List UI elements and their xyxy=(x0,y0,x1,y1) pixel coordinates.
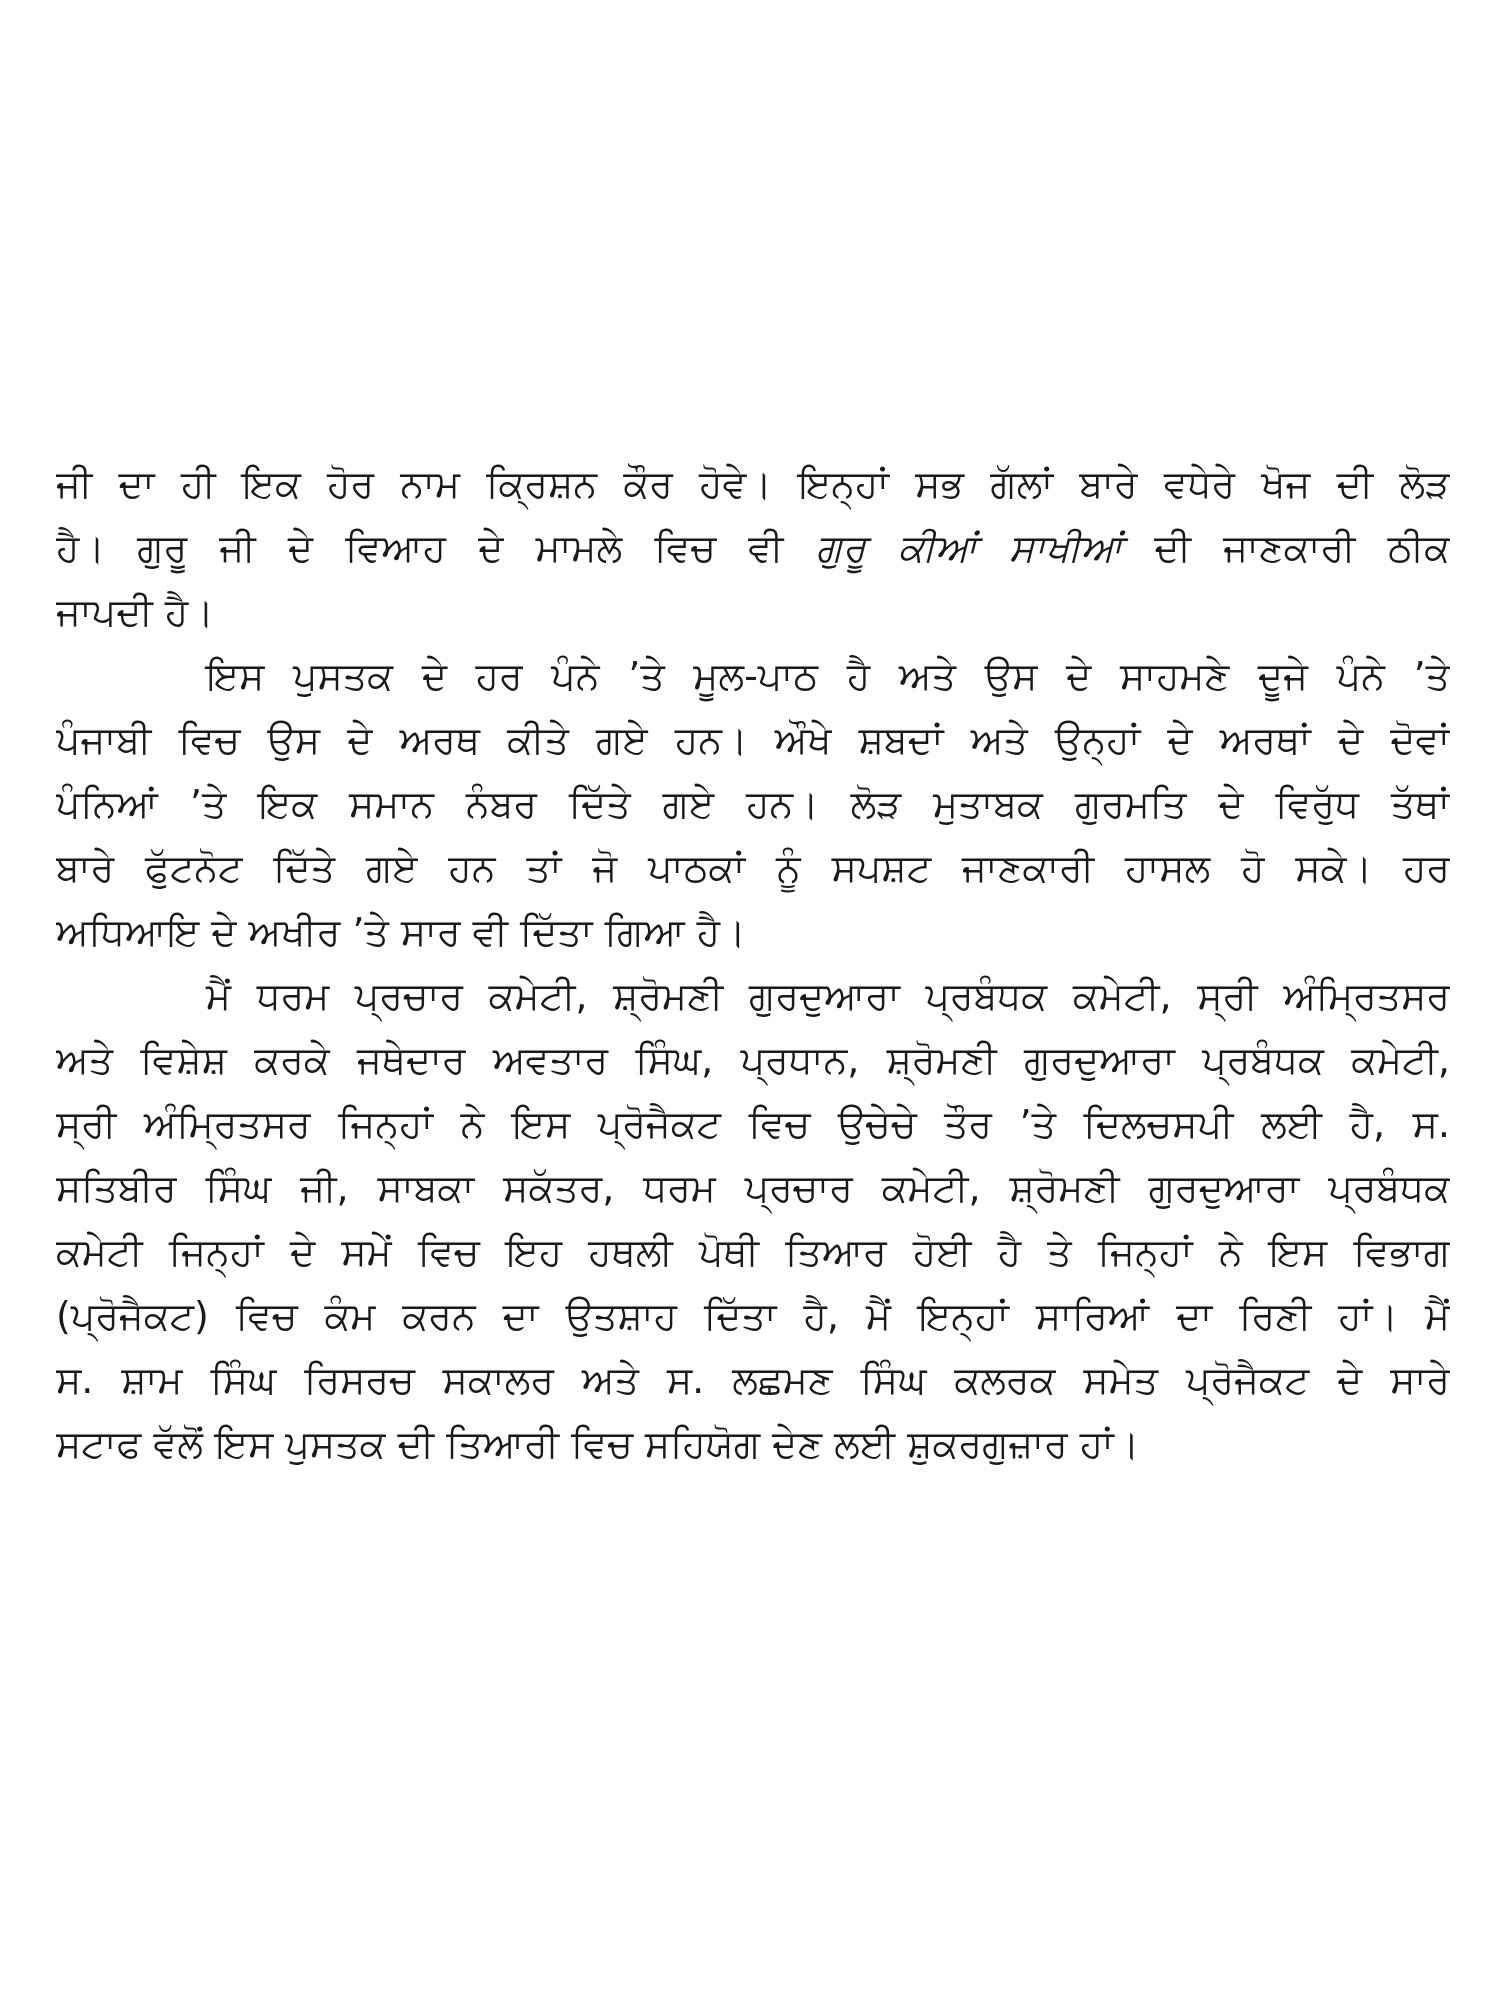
text-segment: ਹੈ। ਗੁਰੂ ਜੀ ਦੇ ਵਿਆਹ ਦੇ ਮਾਮਲੇ ਵਿਚ ਵੀ xyxy=(56,526,816,570)
text-line: ਅਤੇ ਵਿਸ਼ੇਸ਼ ਕਰਕੇ ਜਥੇਦਾਰ ਅਵਤਾਰ ਸਿੰਘ, ਪ੍ਰਧਾਨ, ਸ਼੍ਰੋਮਣੀ ਗੁਰਦੁਆਰਾ ਪ੍ਰਬੰਧਕ ਕਮੇਟੀ, xyxy=(56,1038,1450,1082)
text-line: ਬਾਰੇ ਫੁੱਟਨੋਟ ਦਿੱਤੇ ਗਏ ਹਨ ਤਾਂ ਜੋ ਪਾਠਕਾਂ ਨੂੰ ਸਪਸ਼ਟ ਜਾਣਕਾਰੀ ਹਾਸਲ ਹੋ ਸਕੇ। ਹਰ xyxy=(56,846,1450,890)
text-line: ਸਟਾਫ ਵੱਲੋਂ ਇਸ ਪੁਸਤਕ ਦੀ ਤਿਆਰੀ ਵਿਚ ਸਹਿਯੋਗ ਦੇਣ ਲਈ ਸ਼ੁਕਰਗੁਜ਼ਾਰ ਹਾਂ। xyxy=(56,1422,1140,1466)
text-line: ਜੀ ਦਾ ਹੀ ਇਕ ਹੋਰ ਨਾਮ ਕ੍ਰਿਸ਼ਨ ਕੌਰ ਹੋਵੇ। ਇਨ੍ਹਾਂ ਸਭ ਗੱਲਾਂ ਬਾਰੇ ਵਧੇਰੇ ਖੋਜ ਦੀ ਲੋੜ xyxy=(56,462,1450,506)
text-line: ਸ੍ਰੀ ਅੰਮ੍ਰਿਤਸਰ ਜਿਨ੍ਹਾਂ ਨੇ ਇਸ ਪ੍ਰੋਜੈਕਟ ਵਿਚ ਉਚੇਚੇ ਤੌਰ ’ਤੇ ਦਿਲਚਸਪੀ ਲਈ ਹੈ, ਸ. xyxy=(56,1102,1450,1146)
text-line: ਅਧਿਆਇ ਦੇ ਅਖੀਰ ’ਤੇ ਸਾਰ ਵੀ ਦਿੱਤਾ ਗਿਆ ਹੈ। xyxy=(56,910,746,954)
text-line: ਕਮੇਟੀ ਜਿਨ੍ਹਾਂ ਦੇ ਸਮੇਂ ਵਿਚ ਇਹ ਹਥਲੀ ਪੋਥੀ ਤਿਆਰ ਹੋਈ ਹੈ ਤੇ ਜਿਨ੍ਹਾਂ ਨੇ ਇਸ ਵਿਭਾਗ xyxy=(56,1230,1450,1274)
text-line: (ਪ੍ਰੋਜੈਕਟ) ਵਿਚ ਕੰਮ ਕਰਨ ਦਾ ਉਤਸ਼ਾਹ ਦਿੱਤਾ ਹੈ, ਮੈਂ ਇਨ੍ਹਾਂ ਸਾਰਿਆਂ ਦਾ ਰਿਣੀ ਹਾਂ। ਮੈਂ xyxy=(56,1294,1450,1338)
text-line: ਪੰਨਿਆਂ ’ਤੇ ਇਕ ਸਮਾਨ ਨੰਬਰ ਦਿੱਤੇ ਗਏ ਹਨ। ਲੋੜ ਮੁਤਾਬਕ ਗੁਰਮਤਿ ਦੇ ਵਿਰੁੱਧ ਤੱਥਾਂ xyxy=(56,782,1450,826)
italic-book-title: ਗੁਰੂ ਕੀਆਂ ਸਾਖੀਆਂ xyxy=(815,526,1123,570)
body-text xyxy=(56,452,1450,1476)
paragraph-first-line: ਮੈਂ ਧਰਮ ਪ੍ਰਚਾਰ ਕਮੇਟੀ, ਸ਼੍ਰੋਮਣੀ ਗੁਰਦੁਆਰਾ ਪ੍ਰਬੰਧਕ ਕਮੇਟੀ, ਸ੍ਰੀ ਅੰਮ੍ਰਿਤਸਰ xyxy=(206,974,1450,1018)
text-line: ਸ. ਸ਼ਾਮ ਸਿੰਘ ਰਿਸਰਚ ਸਕਾਲਰ ਅਤੇ ਸ. ਲਛਮਣ ਸਿੰਘ ਕਲਰਕ ਸਮੇਤ ਪ੍ਰੋਜੈਕਟ ਦੇ ਸਾਰੇ xyxy=(56,1358,1450,1402)
text-line xyxy=(56,516,1450,580)
text-line: ਪੰਜਾਬੀ ਵਿਚ ਉਸ ਦੇ ਅਰਥ ਕੀਤੇ ਗਏ ਹਨ। ਔਖੇ ਸ਼ਬਦਾਂ ਅਤੇ ਉਨ੍ਹਾਂ ਦੇ ਅਰਥਾਂ ਦੇ ਦੋਵਾਂ xyxy=(56,718,1450,762)
text-line: ਸਤਿਬੀਰ ਸਿੰਘ ਜੀ, ਸਾਬਕਾ ਸਕੱਤਰ, ਧਰਮ ਪ੍ਰਚਾਰ ਕਮੇਟੀ, ਸ਼੍ਰੋਮਣੀ ਗੁਰਦੁਆਰਾ ਪ੍ਰਬੰਧਕ xyxy=(56,1166,1450,1210)
text-segment: ਦੀ ਜਾਣਕਾਰੀ ਠੀਕ xyxy=(1122,526,1450,570)
paragraph-first-line: ਇਸ ਪੁਸਤਕ ਦੇ ਹਰ ਪੰਨੇ ’ਤੇ ਮੂਲ-ਪਾਠ ਹੈ ਅਤੇ ਉਸ ਦੇ ਸਾਹਮਣੇ ਦੂਜੇ ਪੰਨੇ ’ਤੇ xyxy=(206,654,1450,698)
text-line: ਜਾਪਦੀ ਹੈ। xyxy=(56,590,214,634)
